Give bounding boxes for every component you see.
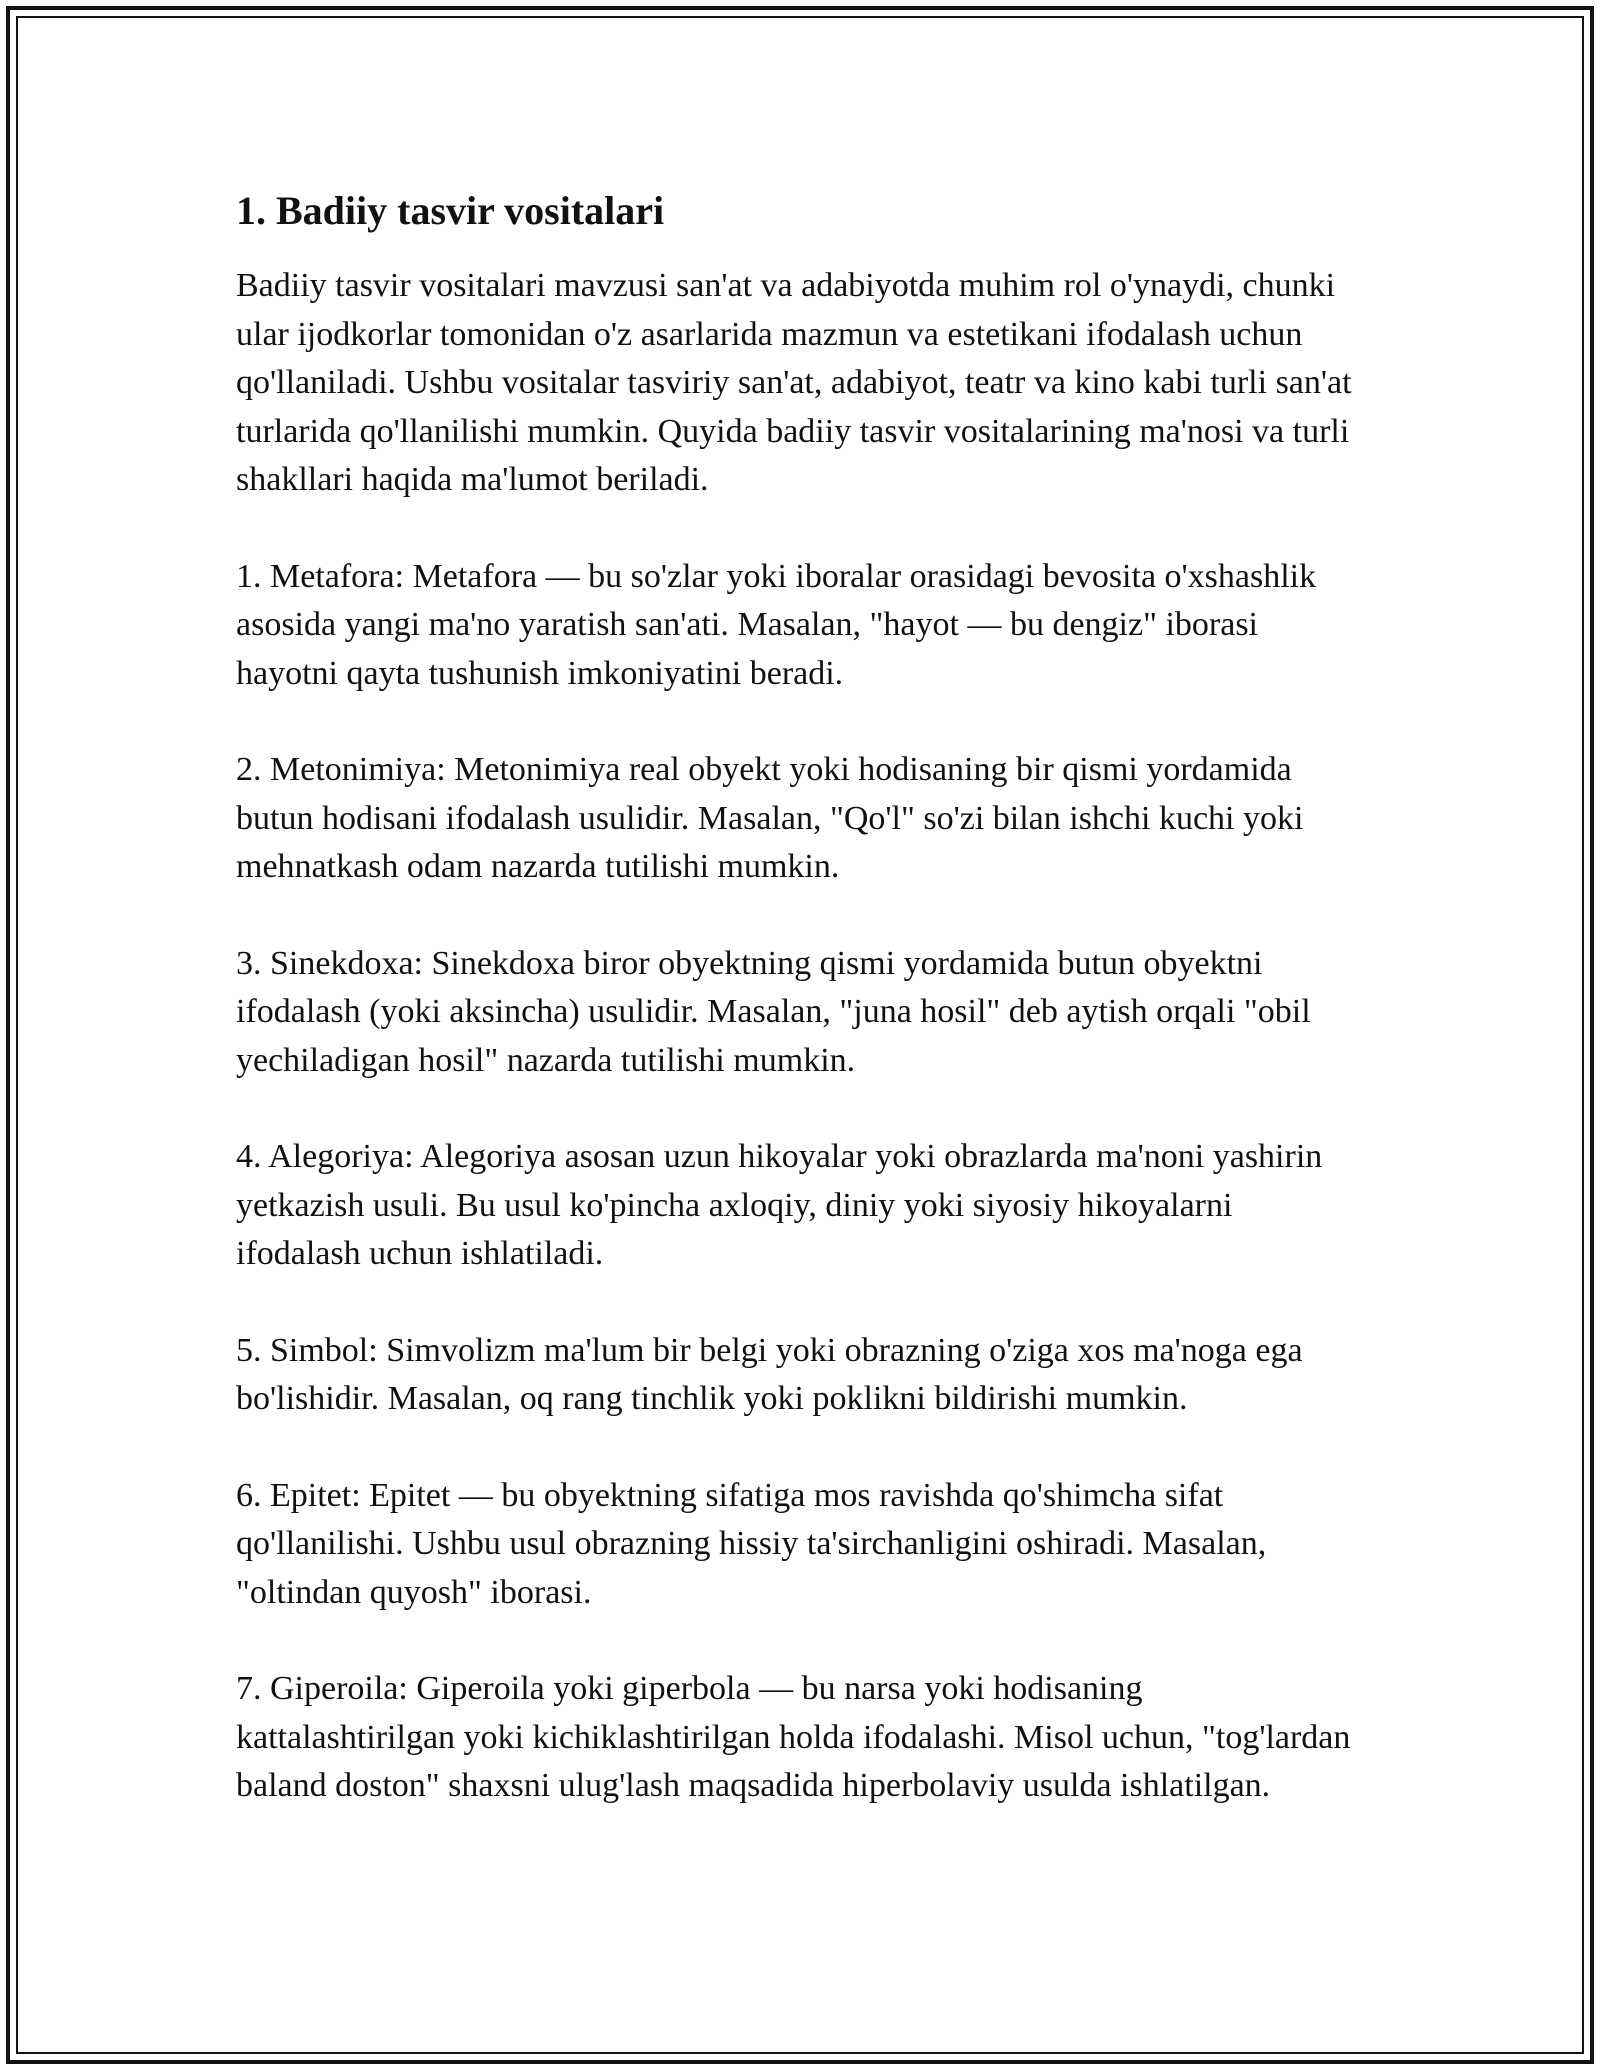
paragraph-metonimiya: 2. Metonimiya: Metonimiya real obyekt yoki hodisaning bir qismi yordamida butun hodisani ifodalash usulidir. Masalan, "Qo'l" so'zi bilan ishchi kuchi yoki mehnatkash odam nazarda tutilishi mumkin.: [236, 751, 1304, 885]
paragraph-sinekdoxa: 3. Sinekdoxa: Sinekdoxa biror obyektning qismi yordamida butun obyektni ifodalash (yoki aksincha) usulidir. Masalan, "juna hosil" deb aytish orqali "obil yechiladigan hosil" nazarda tutilishi mumkin.: [236, 944, 1311, 1079]
paragraph-metafora: 1. Metafora: Metafora — bu so'zlar yoki iboralar orasidagi bevosita o'xshashlik asosida yangi ma'no yaratish san'ati. Masalan, "hayot — bu dengiz" iborasi hayotni qayta tushunish imkoniyatini beradi.: [236, 557, 1317, 692]
paragraph-giperoila: 7. Giperoila: Giperoila yoki giperbola — bu narsa yoki hodisaning kattalashtirilgan yoki kichiklashtirilgan holda ifodalashi. Misol uchun, "tog'lardan baland doston" shaxsni ulug'lash maqsadida hiperbolaviy usulda ishlatilgan.: [236, 1670, 1351, 1804]
intro-paragraph: Badiiy tasvir vositalari mavzusi san'at va adabiyotda muhim rol o'ynaydi, chunki ular ijodkorlar tomonidan o'z asarlarida mazmun va estetikani ifodalash uchun qo'llaniladi. Ushbu vositalar tasviriy san'at, adabiyot, teatr va kino kabi turli san'at turlarida qo'llanilishi mumkin. Quyida badiiy tasvir vositalarining ma'nosi va turli shakllari haqida ma'lumot beriladi.: [236, 267, 1352, 498]
paragraph-simbol: 5. Simbol: Simvolizm ma'lum bir belgi yoki obrazning o'ziga xos ma'noga ega bo'lishidir. Masalan, oq rang tinchlik yoki poklikni bildirishi mumkin.: [236, 1331, 1303, 1417]
section-heading: 1. Badiiy tasvir vositalari: [236, 188, 665, 233]
paragraph-epitet: 6. Epitet: Epitet — bu obyektning sifatiga mos ravishda qo'shimcha sifat qo'llanilishi. Ushbu usul obrazning hissiy ta'sirchanligini oshiradi. Masalan, "oltindan quyosh" iborasi.: [236, 1476, 1267, 1611]
paragraph-alegoriya: 4. Alegoriya: Alegoriya asosan uzun hikoyalar yoki obrazlarda ma'noni yashirin yetkazish usuli. Bu usul ko'pincha axloqiy, diniy yoki siyosiy hikoyalarni ifodalash uchun ishlatiladi.: [236, 1138, 1323, 1272]
document-body: [236, 186, 1356, 1859]
